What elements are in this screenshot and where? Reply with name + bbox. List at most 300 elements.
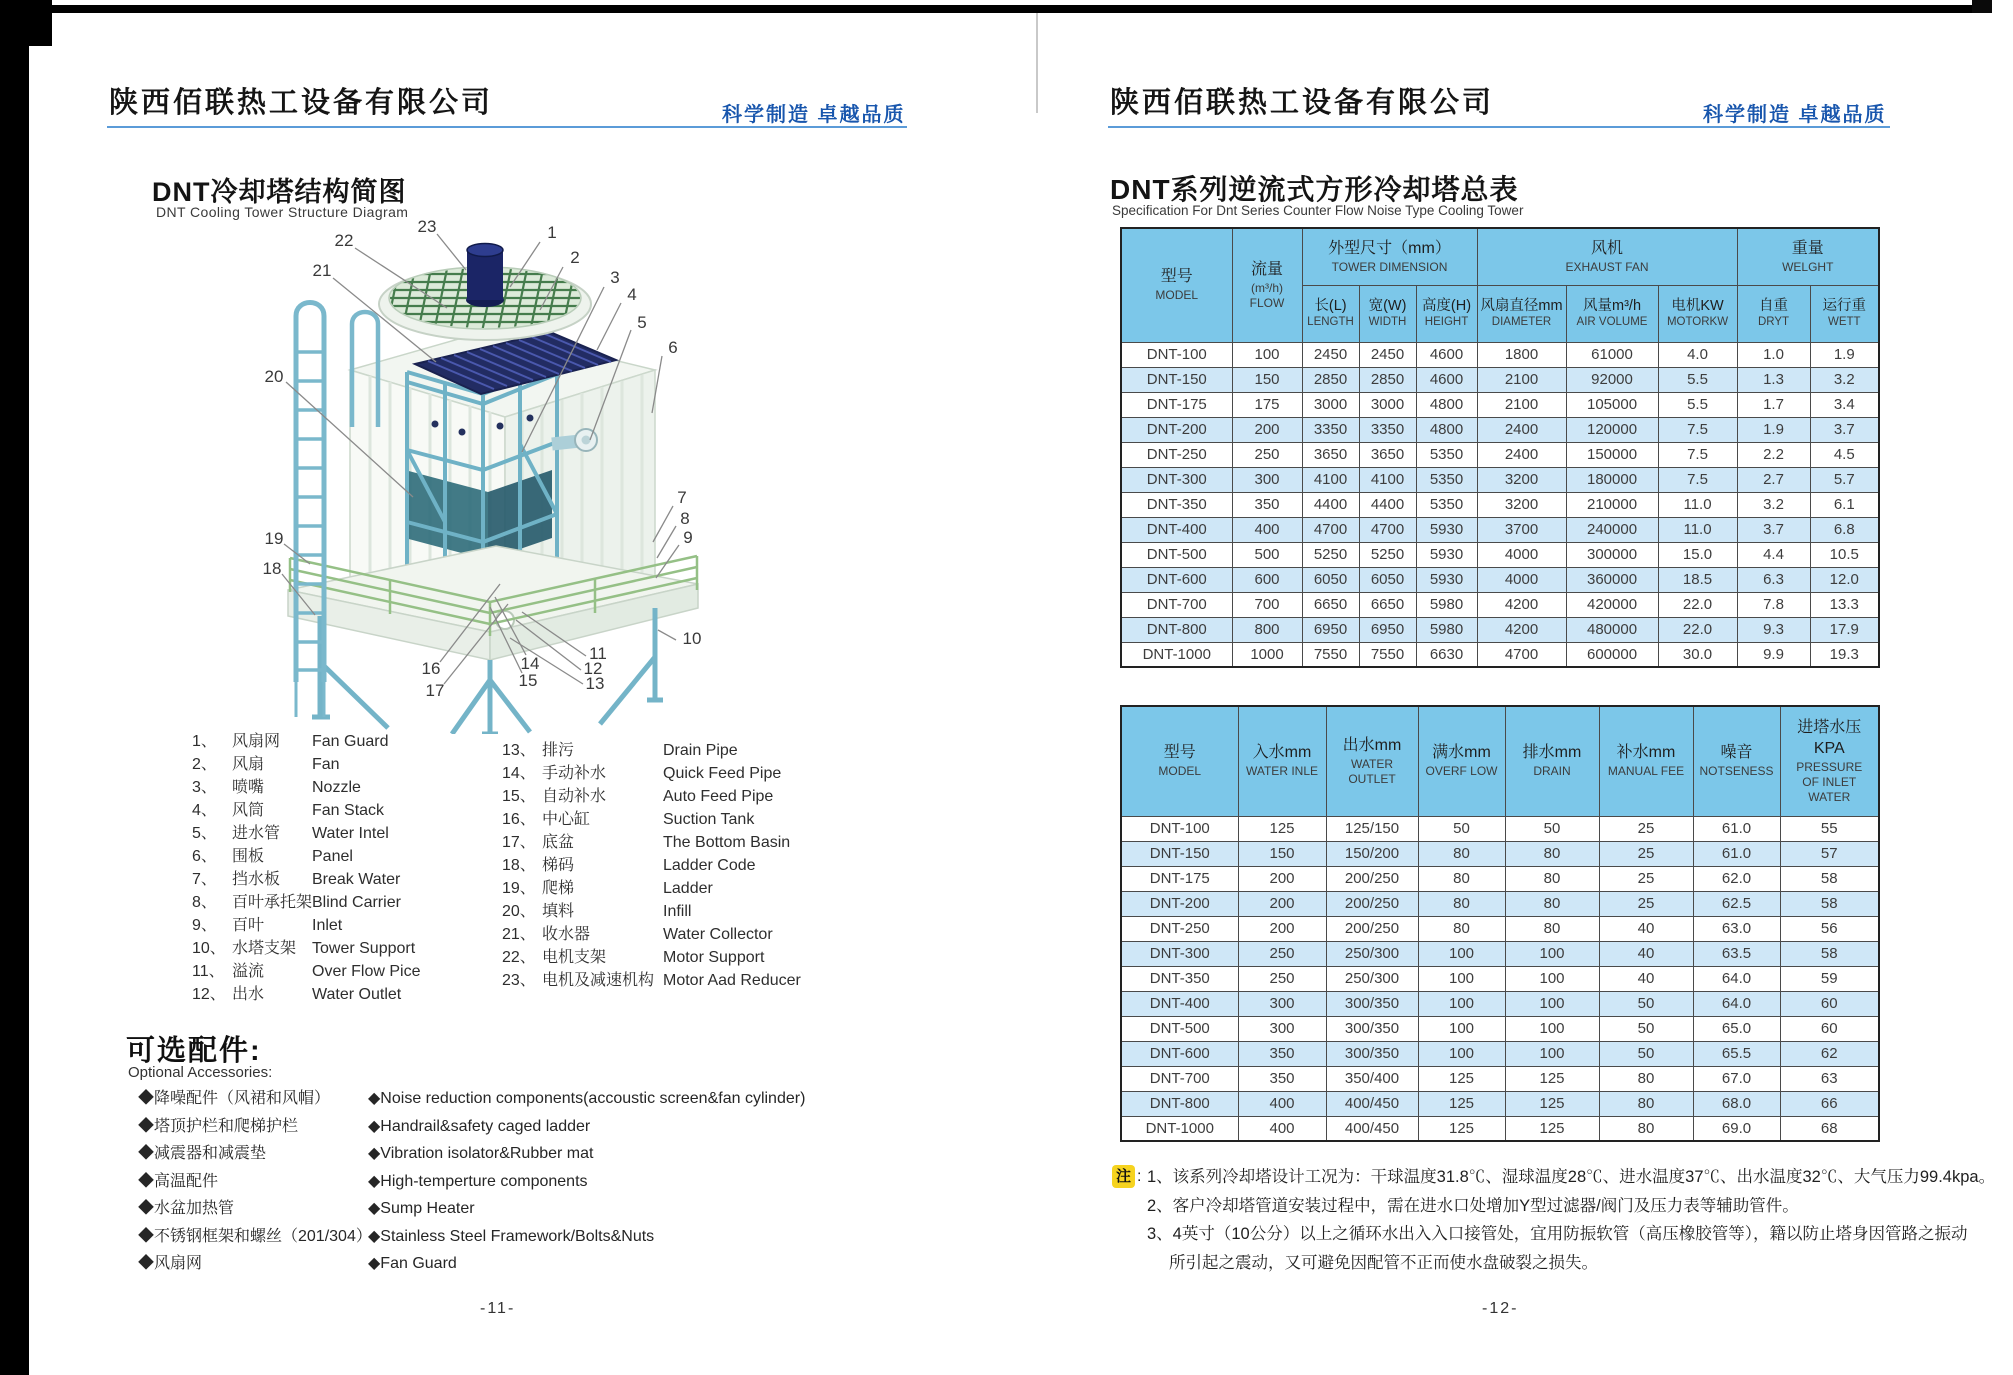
table-cell: 300	[1238, 991, 1326, 1016]
table-cell: 2450	[1302, 342, 1359, 367]
table-row	[1121, 1041, 1879, 1066]
table-row	[1121, 617, 1879, 642]
col-header-cn: 噪音	[1720, 744, 1753, 762]
callout-label: 20	[264, 367, 284, 386]
callout-label: 2	[570, 248, 580, 267]
table-row	[1121, 1066, 1879, 1091]
table-cell: 25	[1599, 841, 1693, 866]
part-name-cn: 电机及减速机构	[542, 972, 655, 989]
col-header-cn: 排水mm	[1522, 744, 1582, 762]
table-cell: 125	[1418, 1066, 1505, 1091]
part-name-cn: 爬梯	[542, 880, 575, 897]
col-header-cn: 进塔水压KPA	[1797, 718, 1862, 757]
col-header	[1326, 706, 1418, 816]
table-cell: 100	[1418, 991, 1505, 1016]
note-colon: :	[1137, 1168, 1142, 1185]
parts-list-item	[192, 776, 361, 799]
page-number-left: -11-	[480, 1300, 516, 1317]
table-cell: 61.0	[1693, 816, 1780, 841]
table-cell: 100	[1505, 1016, 1599, 1041]
col-header	[1693, 706, 1780, 816]
parts-list-item	[192, 845, 353, 868]
table-cell: 250	[1238, 966, 1326, 991]
page-number-right: -12-	[1482, 1300, 1519, 1317]
part-name-en: The Bottom Basin	[663, 834, 791, 851]
table-cell: 17.9	[1810, 617, 1879, 642]
part-name-en: Blind Carrier	[312, 894, 401, 911]
table-cell: 400	[1238, 1116, 1326, 1141]
accessory-item-cn: ◆不锈钢框架和螺丝（201/304）	[138, 1227, 372, 1245]
part-name-en: Motor Aad Reducer	[663, 972, 801, 989]
part-name-cn: 收水器	[542, 926, 591, 943]
callout-label: 8	[680, 509, 690, 528]
table-cell: 4000	[1477, 567, 1566, 592]
table-cell: 5.5	[1658, 392, 1737, 417]
group-header-dimension: 外型尺寸（mm） TOWER DIMENSION	[1302, 228, 1477, 285]
table-cell: DNT-300	[1121, 467, 1232, 492]
table-row	[1121, 517, 1879, 542]
parts-list-item	[502, 877, 713, 900]
parts-list-item	[192, 799, 385, 822]
table-cell: 200/250	[1326, 891, 1418, 916]
table-cell: 100	[1505, 966, 1599, 991]
table-row	[1121, 567, 1879, 592]
table-cell: 3650	[1359, 442, 1416, 467]
col-header-cn: 入水mm	[1252, 744, 1312, 762]
table-cell: 2400	[1477, 442, 1566, 467]
table-cell: 5930	[1416, 567, 1477, 592]
table-cell: 50	[1599, 991, 1693, 1016]
part-name-en: Inlet	[312, 917, 343, 934]
optional-accessories-title-en: Optional Accessories:	[128, 1064, 273, 1081]
table-cell: 480000	[1566, 617, 1658, 642]
table-cell: 4100	[1359, 467, 1416, 492]
spec-table-main	[1120, 227, 1880, 668]
table-cell: 1.9	[1737, 417, 1810, 442]
company-name-right: 陕西佰联热工设备有限公司	[1110, 85, 1495, 119]
table-cell: 40	[1599, 916, 1693, 941]
table-cell: 4700	[1302, 517, 1359, 542]
part-number: 11、	[192, 963, 225, 980]
part-name-cn: 自动补水	[542, 788, 607, 805]
table-cell: 200	[1232, 417, 1302, 442]
part-number: 22、	[502, 949, 536, 966]
callout-label: 16	[421, 659, 441, 678]
part-name-en: Tower Support	[312, 940, 416, 957]
table-cell: 7.5	[1658, 442, 1737, 467]
group-header-weight: 重量 WELGHT	[1737, 228, 1879, 285]
table-cell: 25	[1599, 816, 1693, 841]
table-cell: 4.5	[1810, 442, 1879, 467]
accessory-item-cn: ◆塔顶护栏和爬梯护栏	[138, 1117, 299, 1135]
table-cell: 1000	[1232, 642, 1302, 667]
table-cell: 100	[1418, 966, 1505, 991]
part-number: 20、	[502, 903, 536, 920]
table-cell: 100	[1505, 991, 1599, 1016]
accessory-item-cn: ◆降噪配件（风裙和风帽）	[138, 1090, 331, 1107]
table-cell: 4100	[1302, 467, 1359, 492]
part-name-en: Quick Feed Pipe	[663, 765, 782, 782]
part-name-en: Fan Stack	[312, 802, 385, 819]
part-number: 15、	[502, 788, 536, 805]
table-cell: 100	[1232, 342, 1302, 367]
notes-block	[1147, 1163, 1996, 1277]
table-cell: 300	[1232, 467, 1302, 492]
col-header-en: PRESSURE OF INLET WATER	[1796, 759, 1863, 804]
table-cell: 200	[1238, 891, 1326, 916]
table-cell: 3.2	[1810, 367, 1879, 392]
table-cell: 92000	[1566, 367, 1658, 392]
part-number: 16、	[502, 811, 536, 828]
accessories-list-en	[368, 1085, 805, 1278]
part-name-cn: 百叶承托架	[232, 894, 313, 911]
callout-label: 18	[262, 559, 282, 578]
page-divider-line	[1036, 13, 1038, 113]
table-cell: 30.0	[1658, 642, 1737, 667]
table-cell: DNT-300	[1121, 941, 1238, 966]
note-line: 2、客户冷却塔管道安装过程中，需在进水口处增加Y型过滤器/阀门及压力表等辅助管件。	[1147, 1196, 1799, 1215]
scan-corner-mark-right	[1972, 0, 1992, 13]
table-cell: 18.5	[1658, 567, 1737, 592]
part-name-en: Nozzle	[312, 779, 361, 796]
table-cell: 400	[1238, 1091, 1326, 1116]
callout-label: 23	[417, 217, 437, 236]
table-cell: 1.0	[1737, 342, 1810, 367]
table-cell: 80	[1599, 1066, 1693, 1091]
scan-top-bar	[29, 5, 1978, 13]
table-cell: 56	[1780, 916, 1879, 941]
table-cell: 100	[1418, 941, 1505, 966]
table-cell: DNT-500	[1121, 1016, 1238, 1041]
table-cell: 4600	[1416, 367, 1477, 392]
table-cell: 5980	[1416, 592, 1477, 617]
callout-label: 10	[682, 629, 702, 648]
col-header-cn: 补水mm	[1616, 744, 1676, 762]
table-cell: 400/450	[1326, 1091, 1418, 1116]
part-name-cn: 手动补水	[542, 765, 607, 782]
parts-list-item	[192, 983, 402, 1006]
table-cell: 200	[1238, 866, 1326, 891]
parts-list-col2	[502, 739, 801, 992]
table-cell: 6050	[1302, 567, 1359, 592]
table-cell: 300	[1238, 1016, 1326, 1041]
table-cell: 22.0	[1658, 617, 1737, 642]
col-header-motor: 电机KW MOTORKW	[1658, 285, 1737, 342]
table-cell: 5250	[1359, 542, 1416, 567]
accessory-item-cn: ◆减震器和减震垫	[138, 1145, 267, 1162]
spec-table-water	[1120, 705, 1880, 1142]
col-header-dry-weight: 自重 DRYT	[1737, 285, 1810, 342]
table-cell: 4600	[1416, 342, 1477, 367]
table-cell: 420000	[1566, 592, 1658, 617]
col-header	[1599, 706, 1693, 816]
table-cell: 40	[1599, 966, 1693, 991]
note-line: 1、该系列冷却塔设计工况为：干球温度31.8℃、湿球温度28℃、进水温度37℃、出水温度32℃、大气压力99.4kpa。	[1147, 1168, 1996, 1186]
part-number: 5、	[192, 825, 217, 842]
table-cell: 63	[1780, 1066, 1879, 1091]
table-cell: 600	[1232, 567, 1302, 592]
table-cell: 180000	[1566, 467, 1658, 492]
col-header-airvolume: 风量m³/h AIR VOLUME	[1566, 285, 1658, 342]
part-number: 3、	[192, 779, 217, 796]
table-cell: 100	[1418, 1016, 1505, 1041]
table-cell: 3.7	[1810, 417, 1879, 442]
col-header-en: MANUAL FEE	[1607, 764, 1685, 779]
part-name-cn: 喷嘴	[232, 779, 265, 796]
table-cell: 62.5	[1693, 891, 1780, 916]
part-name-en: Panel	[312, 848, 353, 865]
table-cell: 2100	[1477, 392, 1566, 417]
note-badge: 注	[1112, 1165, 1135, 1188]
accessory-item-cn: ◆风扇网	[138, 1255, 203, 1272]
table-cell: 58	[1780, 866, 1879, 891]
table-cell: 3200	[1477, 467, 1566, 492]
part-name-cn: 水塔支架	[232, 940, 297, 957]
table-cell: 2.7	[1737, 467, 1810, 492]
table-cell: 6950	[1302, 617, 1359, 642]
table-cell: DNT-1000	[1121, 642, 1232, 667]
part-number: 10、	[192, 940, 226, 957]
accessory-item-en: ◆Vibration isolator&Rubber mat	[368, 1145, 594, 1162]
col-header-wet-weight: 运行重 WETT	[1810, 285, 1879, 342]
table-cell: 7550	[1302, 642, 1359, 667]
callout-label: 5	[637, 313, 647, 332]
table-cell: 65.0	[1693, 1016, 1780, 1041]
callout-label: 1	[547, 223, 557, 242]
company-name-left: 陕西佰联热工设备有限公司	[109, 85, 494, 119]
table-cell: 2850	[1302, 367, 1359, 392]
part-name-cn: 底盆	[542, 834, 575, 851]
col-header-en: WATER OUTLET	[1348, 756, 1396, 786]
part-name-cn: 挡水板	[232, 871, 281, 888]
table-cell: 200	[1238, 916, 1326, 941]
table-cell: DNT-250	[1121, 916, 1238, 941]
group-header-fan: 风机 EXHAUST FAN	[1477, 228, 1737, 285]
col-header	[1418, 706, 1505, 816]
table-cell: 60	[1780, 991, 1879, 1016]
table-row	[1121, 442, 1879, 467]
callout-label: 21	[312, 261, 332, 280]
table-cell: 125/150	[1326, 816, 1418, 841]
table-cell: 3000	[1302, 392, 1359, 417]
table-cell: DNT-600	[1121, 567, 1232, 592]
table-cell: 125	[1505, 1066, 1599, 1091]
part-name-cn: 溢流	[232, 963, 265, 980]
table-cell: 210000	[1566, 492, 1658, 517]
table-cell: 2100	[1477, 367, 1566, 392]
table-cell: 3.7	[1737, 517, 1810, 542]
table-cell: DNT-100	[1121, 816, 1238, 841]
table-cell: 350	[1232, 492, 1302, 517]
parts-list-item	[502, 808, 755, 831]
table-cell: 15.0	[1658, 542, 1737, 567]
part-name-en: Ladder	[663, 880, 713, 897]
table-cell: 68	[1780, 1116, 1879, 1141]
accessory-item-en: ◆Handrail&safety caged ladder	[368, 1117, 591, 1135]
table-cell: 57	[1780, 841, 1879, 866]
table-cell: 80	[1505, 841, 1599, 866]
table-cell: 62	[1780, 1041, 1879, 1066]
part-number: 12、	[192, 986, 226, 1003]
spec-subtitle: Specification For Dnt Series Counter Flow Noise Type Cooling Tower	[1112, 203, 1524, 218]
table-cell: 80	[1505, 916, 1599, 941]
table-cell: 5980	[1416, 617, 1477, 642]
table-cell: 6630	[1416, 642, 1477, 667]
table-cell: 4400	[1302, 492, 1359, 517]
table-cell: 3000	[1359, 392, 1416, 417]
table-cell: 62.0	[1693, 866, 1780, 891]
table-cell: 800	[1232, 617, 1302, 642]
table-cell: 50	[1599, 1016, 1693, 1041]
part-name-cn: 中心缸	[542, 811, 591, 828]
table-cell: 350/400	[1326, 1066, 1418, 1091]
part-name-en: Infill	[663, 903, 692, 920]
table-row	[1121, 1091, 1879, 1116]
table-cell: 61000	[1566, 342, 1658, 367]
table-cell: DNT-400	[1121, 517, 1232, 542]
table-cell: DNT-100	[1121, 342, 1232, 367]
table-cell: 63.5	[1693, 941, 1780, 966]
table-cell: DNT-250	[1121, 442, 1232, 467]
table-cell: 500	[1232, 542, 1302, 567]
part-number: 7、	[192, 871, 217, 888]
table-cell: 3700	[1477, 517, 1566, 542]
table-cell: 64.0	[1693, 991, 1780, 1016]
part-name-en: Suction Tank	[663, 811, 755, 828]
accessory-item-en: ◆Fan Guard	[368, 1255, 457, 1272]
table-cell: 4800	[1416, 392, 1477, 417]
table-cell: 9.3	[1737, 617, 1810, 642]
callout-label: 4	[627, 285, 637, 304]
diagram-subtitle: DNT Cooling Tower Structure Diagram	[156, 204, 409, 220]
table-cell: 4800	[1416, 417, 1477, 442]
table-cell: 68.0	[1693, 1091, 1780, 1116]
table-cell: 22.0	[1658, 592, 1737, 617]
header-rule-left	[107, 126, 907, 128]
parts-list-item	[192, 730, 389, 753]
table-cell: 25	[1599, 891, 1693, 916]
callout-label: 13	[585, 674, 605, 693]
part-name-en: Break Water	[312, 871, 401, 888]
col-header	[1121, 706, 1238, 816]
parts-list-item	[502, 946, 765, 969]
callout-label: 17	[425, 681, 445, 700]
table-cell: 2400	[1477, 417, 1566, 442]
table-cell: 58	[1780, 891, 1879, 916]
accessory-item-cn: ◆高温配件	[138, 1172, 219, 1190]
parts-list-item	[502, 739, 738, 762]
table-cell: 5930	[1416, 517, 1477, 542]
table-row	[1121, 367, 1879, 392]
part-number: 21、	[502, 926, 536, 943]
table-row	[1121, 816, 1879, 841]
table-cell: 40	[1599, 941, 1693, 966]
callout-label: 19	[264, 529, 284, 548]
table-cell: DNT-175	[1121, 866, 1238, 891]
table-cell: 7.5	[1658, 417, 1737, 442]
table-cell: 7550	[1359, 642, 1416, 667]
fan-deck	[379, 244, 591, 341]
table-cell: 80	[1418, 841, 1505, 866]
table-cell: 300/350	[1326, 991, 1418, 1016]
table-cell: 125	[1418, 1091, 1505, 1116]
parts-list-item	[192, 822, 389, 845]
table-cell: 300/350	[1326, 1041, 1418, 1066]
table-row	[1121, 966, 1879, 991]
cooling-tower-diagram	[200, 212, 730, 734]
part-name-cn: 出水	[232, 986, 265, 1003]
table-cell: 60	[1780, 1016, 1879, 1041]
slogan-right: 科学制造 卓越品质	[1703, 104, 1887, 126]
table-cell: 5930	[1416, 542, 1477, 567]
table-cell: 66	[1780, 1091, 1879, 1116]
table-cell: 80	[1599, 1116, 1693, 1141]
table-cell: 4200	[1477, 592, 1566, 617]
part-name-en: Fan Guard	[312, 733, 389, 750]
parts-list-item	[192, 960, 421, 983]
table-cell: DNT-800	[1121, 617, 1232, 642]
table-cell: 3200	[1477, 492, 1566, 517]
table-row	[1121, 866, 1879, 891]
table-cell: 700	[1232, 592, 1302, 617]
table-cell: 3.2	[1737, 492, 1810, 517]
accessory-item-en: ◆Noise reduction components(accoustic screen&fan cylinder)	[368, 1090, 806, 1107]
col-header	[1780, 706, 1879, 816]
part-name-cn: 填料	[542, 903, 575, 920]
table-cell: 5.5	[1658, 367, 1737, 392]
table-row	[1121, 642, 1879, 667]
table-cell: 1.3	[1737, 367, 1810, 392]
part-number: 17、	[502, 834, 536, 851]
part-name-cn: 风扇	[232, 756, 265, 773]
table-cell: 5350	[1416, 442, 1477, 467]
col-header-en: WATER INLE	[1245, 764, 1318, 779]
part-number: 4、	[192, 802, 217, 819]
table-cell: 350	[1238, 1041, 1326, 1066]
part-name-cn: 风筒	[232, 802, 265, 819]
table-cell: DNT-150	[1121, 841, 1238, 866]
callout-label: 14	[520, 654, 540, 673]
table-cell: 150000	[1566, 442, 1658, 467]
table-cell: DNT-500	[1121, 542, 1232, 567]
accessory-item-en: ◆Stainless Steel Framework/Bolts&Nuts	[368, 1227, 655, 1245]
callout-label: 15	[518, 671, 538, 690]
table-cell: 5350	[1416, 492, 1477, 517]
slogan-left: 科学制造 卓越品质	[722, 104, 906, 126]
spec-title: DNT系列逆流式方形冷却塔总表	[1110, 174, 1519, 205]
col-header-width: 宽(W) WIDTH	[1359, 285, 1416, 342]
table-cell: 3350	[1359, 417, 1416, 442]
parts-list-item	[192, 868, 401, 891]
table-cell: DNT-600	[1121, 1041, 1238, 1066]
table-cell: 6.8	[1810, 517, 1879, 542]
table-cell: DNT-700	[1121, 1066, 1238, 1091]
table-cell: DNT-175	[1121, 392, 1232, 417]
col-header	[1238, 706, 1326, 816]
table-cell: 80	[1418, 866, 1505, 891]
callout-label: 12	[583, 659, 603, 678]
part-number: 2、	[192, 756, 217, 773]
part-number: 23、	[502, 972, 536, 989]
table-cell: 350	[1238, 1066, 1326, 1091]
col-header-en: OVERF LOW	[1425, 764, 1498, 779]
table-cell: DNT-200	[1121, 417, 1232, 442]
parts-list-item	[192, 753, 340, 776]
part-number: 9、	[192, 917, 217, 934]
table-row	[1121, 342, 1879, 367]
part-name-cn: 百叶	[232, 917, 265, 934]
table-cell: 4400	[1359, 492, 1416, 517]
